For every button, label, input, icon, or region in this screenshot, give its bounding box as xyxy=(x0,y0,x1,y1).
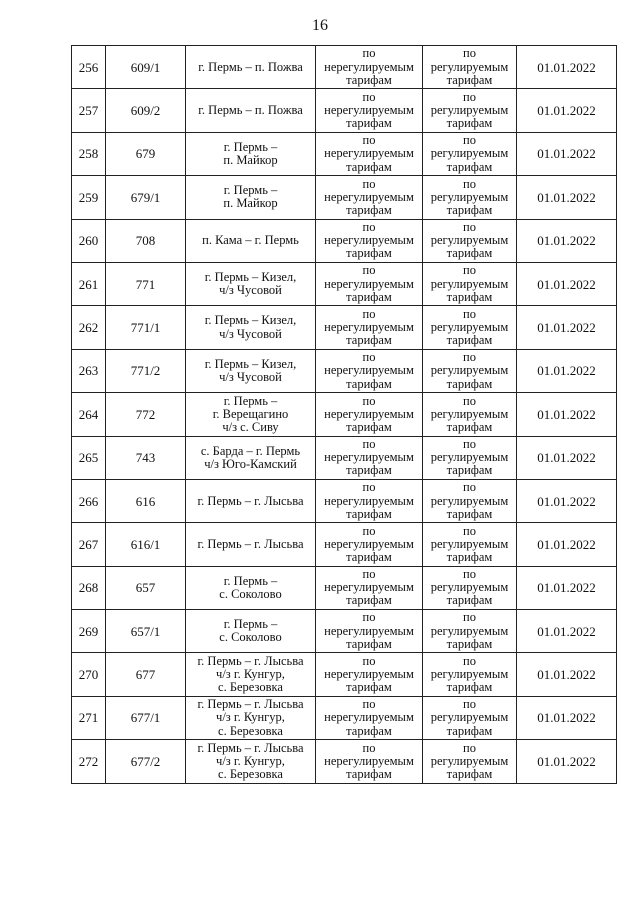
route-name-cell xyxy=(186,436,316,479)
transport-type-line: по xyxy=(362,46,376,61)
transport-type-line: тарифам xyxy=(346,376,392,391)
route-number-cell: 772 xyxy=(106,393,186,436)
carriage-kind-line: регулируемым xyxy=(430,406,509,421)
carriage-kind-line: тарифам xyxy=(446,116,493,131)
row-number-cell: 265 xyxy=(72,436,106,479)
transport-type-line: тарифам xyxy=(346,506,392,521)
route-name-line: г. Пермь – Кизел, xyxy=(204,313,297,328)
start-date-cell: 01.01.2022 xyxy=(517,219,617,262)
carriage-kind-line: по xyxy=(463,567,476,582)
carriage-kind-cell xyxy=(423,479,517,522)
route-name-line: г. Пермь – xyxy=(223,393,278,408)
transport-type-line: нерегулируемым xyxy=(324,406,414,421)
transport-type-line: по xyxy=(362,89,376,104)
transport-type-line: по xyxy=(362,480,376,495)
transport-type-line: тарифам xyxy=(346,419,392,434)
start-date-cell: 01.01.2022 xyxy=(517,46,617,89)
carriage-kind-cell xyxy=(423,610,517,653)
route-number-cell: 708 xyxy=(106,219,186,262)
transport-type-cell xyxy=(316,132,423,175)
carriage-kind-line: тарифам xyxy=(446,463,493,478)
row-number-cell: 264 xyxy=(72,393,106,436)
transport-type-line: нерегулируемым xyxy=(324,580,414,595)
carriage-kind-line: по xyxy=(463,697,476,712)
carriage-kind-line: тарифам xyxy=(446,246,493,261)
start-date-cell: 01.01.2022 xyxy=(517,262,617,305)
table-row xyxy=(72,306,617,349)
table-row xyxy=(72,89,617,132)
transport-type-line: тарифам xyxy=(346,116,392,131)
table-row xyxy=(72,219,617,262)
carriage-kind-cell xyxy=(423,696,517,739)
transport-type-cell xyxy=(316,262,423,305)
route-name-cell xyxy=(186,479,316,522)
table-row xyxy=(72,479,617,522)
row-number-cell: 259 xyxy=(72,176,106,219)
route-name-line: г. Пермь – п. Пожва xyxy=(198,102,303,117)
carriage-kind-line: регулируемым xyxy=(430,623,509,638)
route-name-line: ч/з Чусовой xyxy=(219,369,282,384)
route-number-cell: 657 xyxy=(106,566,186,609)
transport-type-line: тарифам xyxy=(346,202,392,217)
route-number-cell: 743 xyxy=(106,436,186,479)
row-number-cell: 270 xyxy=(72,653,106,696)
transport-type-line: нерегулируемым xyxy=(324,667,414,682)
row-number-cell: 272 xyxy=(72,740,106,783)
table-row xyxy=(72,176,617,219)
carriage-kind-line: тарифам xyxy=(446,202,493,217)
transport-type-cell xyxy=(316,566,423,609)
route-name-line: с. Березовка xyxy=(218,680,283,695)
carriage-kind-line: тарифам xyxy=(446,72,493,87)
route-number-cell: 771/2 xyxy=(106,349,186,392)
carriage-kind-cell xyxy=(423,740,517,783)
carriage-kind-line: тарифам xyxy=(446,723,493,738)
carriage-kind-line: регулируемым xyxy=(430,102,509,117)
route-name-line: с. Березовка xyxy=(218,767,283,782)
route-number-cell: 679/1 xyxy=(106,176,186,219)
transport-type-line: тарифам xyxy=(346,636,392,651)
row-number-cell: 268 xyxy=(72,566,106,609)
route-name-line: г. Пермь – Кизел, xyxy=(204,356,297,371)
transport-type-line: нерегулируемым xyxy=(324,753,414,768)
transport-type-line: по xyxy=(362,263,376,278)
carriage-kind-line: регулируемым xyxy=(430,493,509,508)
transport-type-line: тарифам xyxy=(346,72,392,87)
carriage-kind-line: по xyxy=(463,89,476,104)
transport-type-line: по xyxy=(362,436,376,451)
transport-type-line: нерегулируемым xyxy=(324,710,414,725)
row-number-cell: 261 xyxy=(72,262,106,305)
route-name-cell xyxy=(186,306,316,349)
carriage-kind-line: тарифам xyxy=(446,289,493,304)
transport-type-line: нерегулируемым xyxy=(324,319,414,334)
transport-type-line: тарифам xyxy=(346,593,392,608)
carriage-kind-line: по xyxy=(463,393,476,408)
carriage-kind-line: по xyxy=(463,523,476,538)
transport-type-line: тарифам xyxy=(346,723,392,738)
transport-type-line: нерегулируемым xyxy=(324,276,414,291)
route-name-cell xyxy=(186,176,316,219)
carriage-kind-line: тарифам xyxy=(446,550,493,565)
carriage-kind-line: регулируемым xyxy=(430,667,509,682)
start-date-cell: 01.01.2022 xyxy=(517,436,617,479)
start-date-cell: 01.01.2022 xyxy=(517,132,617,175)
carriage-kind-line: регулируемым xyxy=(430,189,509,204)
carriage-kind-line: тарифам xyxy=(446,333,493,348)
route-name-line: г. Пермь – г. Лысьва xyxy=(197,697,304,712)
carriage-kind-line: по xyxy=(463,263,476,278)
carriage-kind-line: по xyxy=(463,740,476,755)
table-row xyxy=(72,696,617,739)
transport-type-line: по xyxy=(362,697,376,712)
table-row xyxy=(72,262,617,305)
table-row xyxy=(72,653,617,696)
carriage-kind-line: тарифам xyxy=(446,636,493,651)
transport-type-line: по xyxy=(362,523,376,538)
start-date-cell: 01.01.2022 xyxy=(517,479,617,522)
row-number-cell: 263 xyxy=(72,349,106,392)
carriage-kind-cell xyxy=(423,306,517,349)
transport-type-line: тарифам xyxy=(346,159,392,174)
transport-type-line: тарифам xyxy=(346,246,392,261)
transport-type-line: нерегулируемым xyxy=(324,59,414,74)
transport-type-line: по xyxy=(362,610,376,625)
route-name-line: г. Верещагино xyxy=(212,406,289,421)
carriage-kind-cell xyxy=(423,219,517,262)
transport-type-line: по xyxy=(362,133,376,148)
carriage-kind-cell xyxy=(423,393,517,436)
carriage-kind-line: по xyxy=(463,610,476,625)
route-name-line: п. Майкор xyxy=(223,196,278,211)
route-number-cell: 677/1 xyxy=(106,696,186,739)
transport-type-cell xyxy=(316,479,423,522)
table-row xyxy=(72,393,617,436)
route-name-line: г. Пермь – г. Лысьва xyxy=(197,536,304,551)
transport-type-cell xyxy=(316,740,423,783)
table-row xyxy=(72,132,617,175)
transport-type-line: нерегулируемым xyxy=(324,363,414,378)
transport-type-line: нерегулируемым xyxy=(324,102,414,117)
row-number-cell: 258 xyxy=(72,132,106,175)
table-row xyxy=(72,436,617,479)
carriage-kind-line: регулируемым xyxy=(430,580,509,595)
transport-type-line: по xyxy=(362,306,376,321)
start-date-cell: 01.01.2022 xyxy=(517,696,617,739)
carriage-kind-line: регулируемым xyxy=(430,450,509,465)
start-date-cell: 01.01.2022 xyxy=(517,523,617,566)
route-name-line: с. Барда – г. Пермь xyxy=(200,443,301,458)
carriage-kind-line: тарифам xyxy=(446,593,493,608)
transport-type-cell xyxy=(316,46,423,89)
transport-type-line: тарифам xyxy=(346,333,392,348)
carriage-kind-cell xyxy=(423,262,517,305)
transport-type-line: по xyxy=(362,219,376,234)
route-number-cell: 616 xyxy=(106,479,186,522)
routes-table xyxy=(71,45,617,784)
transport-type-line: тарифам xyxy=(346,680,392,695)
carriage-kind-line: по xyxy=(463,219,476,234)
carriage-kind-line: по xyxy=(463,46,476,61)
route-name-line: г. Пермь – xyxy=(223,139,278,154)
route-number-cell: 679 xyxy=(106,132,186,175)
transport-type-line: нерегулируемым xyxy=(324,146,414,161)
route-name-cell xyxy=(186,393,316,436)
table-row xyxy=(72,349,617,392)
carriage-kind-line: по xyxy=(463,436,476,451)
row-number-cell: 262 xyxy=(72,306,106,349)
transport-type-line: нерегулируемым xyxy=(324,450,414,465)
carriage-kind-line: регулируемым xyxy=(430,363,509,378)
carriage-kind-line: регулируемым xyxy=(430,710,509,725)
carriage-kind-line: тарифам xyxy=(446,159,493,174)
start-date-cell: 01.01.2022 xyxy=(517,176,617,219)
carriage-kind-cell xyxy=(423,523,517,566)
carriage-kind-line: регулируемым xyxy=(430,276,509,291)
transport-type-cell xyxy=(316,610,423,653)
carriage-kind-line: регулируемым xyxy=(430,59,509,74)
route-name-cell xyxy=(186,349,316,392)
route-name-line: ч/з г. Кунгур, xyxy=(216,710,285,725)
route-name-cell xyxy=(186,653,316,696)
route-name-line: с. Соколово xyxy=(219,630,282,645)
transport-type-line: нерегулируемым xyxy=(324,623,414,638)
transport-type-cell xyxy=(316,393,423,436)
row-number-cell: 257 xyxy=(72,89,106,132)
carriage-kind-line: по xyxy=(463,133,476,148)
route-name-line: г. Пермь – г. Лысьва xyxy=(197,740,304,755)
carriage-kind-line: регулируемым xyxy=(430,536,509,551)
carriage-kind-line: по xyxy=(463,176,476,191)
route-number-cell: 609/2 xyxy=(106,89,186,132)
table-row xyxy=(72,566,617,609)
start-date-cell: 01.01.2022 xyxy=(517,306,617,349)
carriage-kind-line: регулируемым xyxy=(430,233,509,248)
transport-type-line: тарифам xyxy=(346,767,392,782)
carriage-kind-cell xyxy=(423,89,517,132)
transport-type-cell xyxy=(316,306,423,349)
route-name-line: г. Пермь – Кизел, xyxy=(204,269,297,284)
transport-type-cell xyxy=(316,349,423,392)
route-name-line: ч/з г. Кунгур, xyxy=(216,753,285,768)
route-name-line: с. Березовка xyxy=(218,723,283,738)
row-number-cell: 266 xyxy=(72,479,106,522)
route-name-cell xyxy=(186,566,316,609)
carriage-kind-cell xyxy=(423,349,517,392)
route-name-cell xyxy=(186,696,316,739)
carriage-kind-line: по xyxy=(463,653,476,668)
carriage-kind-line: по xyxy=(463,480,476,495)
row-number-cell: 271 xyxy=(72,696,106,739)
route-number-cell: 677/2 xyxy=(106,740,186,783)
carriage-kind-line: по xyxy=(463,306,476,321)
route-name-line: ч/з Юго-Камский xyxy=(204,456,297,471)
transport-type-line: тарифам xyxy=(346,550,392,565)
table-row xyxy=(72,740,617,783)
route-name-cell xyxy=(186,219,316,262)
route-name-line: г. Пермь – xyxy=(223,573,278,588)
transport-type-line: по xyxy=(362,567,376,582)
row-number-cell: 256 xyxy=(72,46,106,89)
route-name-line: ч/з Чусовой xyxy=(219,326,282,341)
start-date-cell: 01.01.2022 xyxy=(517,610,617,653)
carriage-kind-line: регулируемым xyxy=(430,753,509,768)
route-name-line: г. Пермь – xyxy=(223,617,278,632)
row-number-cell: 260 xyxy=(72,219,106,262)
route-name-cell xyxy=(186,89,316,132)
route-name-cell xyxy=(186,262,316,305)
transport-type-line: по xyxy=(362,740,376,755)
transport-type-cell xyxy=(316,436,423,479)
transport-type-line: нерегулируемым xyxy=(324,233,414,248)
route-name-cell xyxy=(186,610,316,653)
carriage-kind-cell xyxy=(423,566,517,609)
route-number-cell: 657/1 xyxy=(106,610,186,653)
route-name-cell xyxy=(186,523,316,566)
route-number-cell: 677 xyxy=(106,653,186,696)
carriage-kind-line: тарифам xyxy=(446,680,493,695)
table-row xyxy=(72,46,617,89)
carriage-kind-cell xyxy=(423,436,517,479)
row-number-cell: 267 xyxy=(72,523,106,566)
route-name-line: ч/з г. Кунгур, xyxy=(216,667,285,682)
carriage-kind-line: по xyxy=(463,350,476,365)
route-name-line: п. Майкор xyxy=(223,152,278,167)
transport-type-line: нерегулируемым xyxy=(324,493,414,508)
carriage-kind-line: регулируемым xyxy=(430,146,509,161)
carriage-kind-cell xyxy=(423,653,517,696)
transport-type-cell xyxy=(316,219,423,262)
transport-type-cell xyxy=(316,176,423,219)
route-number-cell: 616/1 xyxy=(106,523,186,566)
route-name-line: г. Пермь – п. Пожва xyxy=(198,59,303,74)
route-name-cell xyxy=(186,46,316,89)
transport-type-line: по xyxy=(362,653,376,668)
route-name-line: г. Пермь – xyxy=(223,183,278,198)
transport-type-cell xyxy=(316,523,423,566)
table-row xyxy=(72,523,617,566)
route-name-line: п. Кама – г. Пермь xyxy=(202,233,299,248)
carriage-kind-line: тарифам xyxy=(446,376,493,391)
row-number-cell: 269 xyxy=(72,610,106,653)
start-date-cell: 01.01.2022 xyxy=(517,349,617,392)
carriage-kind-line: регулируемым xyxy=(430,319,509,334)
carriage-kind-line: тарифам xyxy=(446,419,493,434)
route-name-line: ч/з с. Сиву xyxy=(222,419,279,434)
start-date-cell: 01.01.2022 xyxy=(517,653,617,696)
routes-table-body xyxy=(72,46,617,784)
transport-type-line: по xyxy=(362,350,376,365)
transport-type-cell xyxy=(316,696,423,739)
start-date-cell: 01.01.2022 xyxy=(517,393,617,436)
route-name-line: ч/з Чусовой xyxy=(219,283,282,298)
transport-type-line: тарифам xyxy=(346,289,392,304)
carriage-kind-cell xyxy=(423,46,517,89)
route-name-line: с. Соколово xyxy=(219,586,282,601)
carriage-kind-line: тарифам xyxy=(446,767,493,782)
page-number: 16 xyxy=(312,17,328,34)
transport-type-line: по xyxy=(362,176,376,191)
transport-type-line: нерегулируемым xyxy=(324,189,414,204)
transport-type-cell xyxy=(316,89,423,132)
route-number-cell: 771/1 xyxy=(106,306,186,349)
start-date-cell: 01.01.2022 xyxy=(517,566,617,609)
route-name-cell xyxy=(186,740,316,783)
start-date-cell: 01.01.2022 xyxy=(517,740,617,783)
carriage-kind-line: тарифам xyxy=(446,506,493,521)
carriage-kind-cell xyxy=(423,176,517,219)
table-row xyxy=(72,610,617,653)
route-number-cell: 609/1 xyxy=(106,46,186,89)
route-name-cell xyxy=(186,132,316,175)
transport-type-line: нерегулируемым xyxy=(324,536,414,551)
start-date-cell: 01.01.2022 xyxy=(517,89,617,132)
route-name-line: г. Пермь – г. Лысьва xyxy=(197,653,304,668)
transport-type-line: тарифам xyxy=(346,463,392,478)
carriage-kind-cell xyxy=(423,132,517,175)
transport-type-line: по xyxy=(362,393,376,408)
transport-type-cell xyxy=(316,653,423,696)
route-number-cell: 771 xyxy=(106,262,186,305)
route-name-line: г. Пермь – г. Лысьва xyxy=(197,493,304,508)
